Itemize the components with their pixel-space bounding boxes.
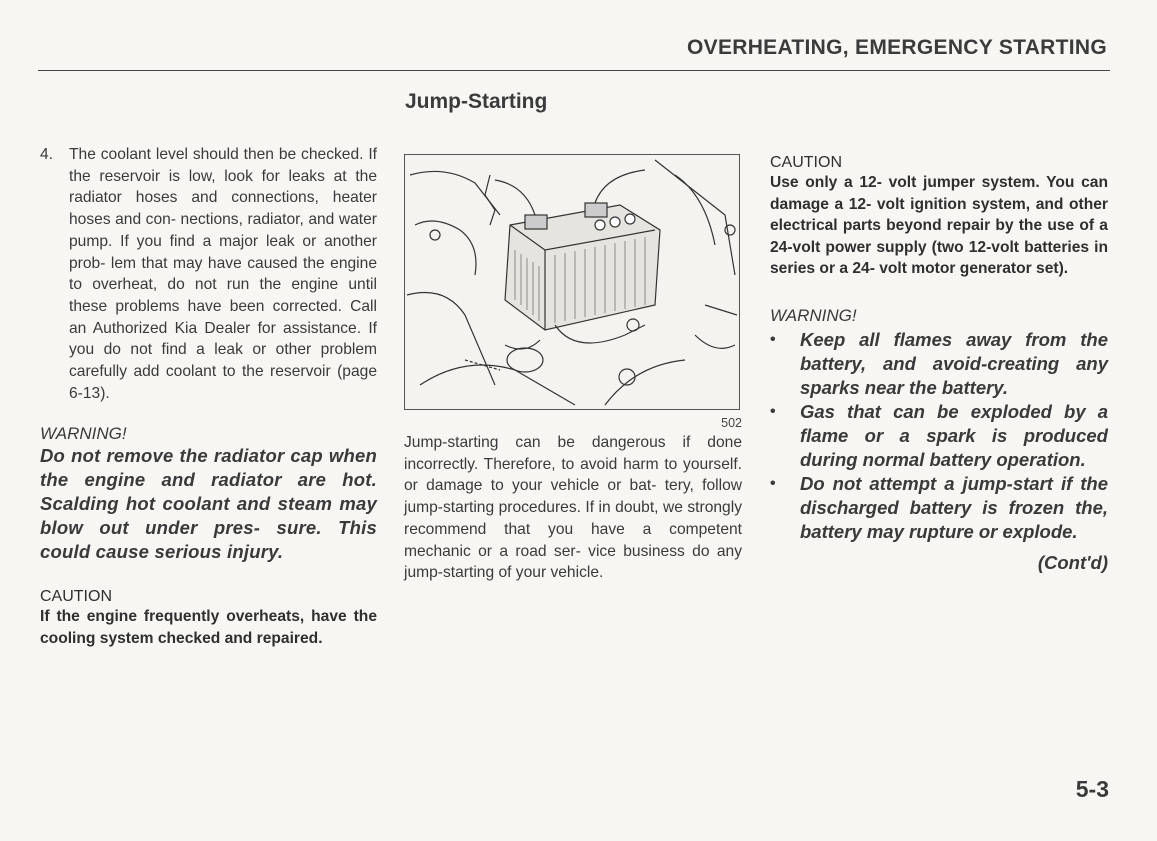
caution-text: If the engine frequently overheats, have the cooling system checked and repaired. [40,608,377,647]
list-item [770,472,1108,544]
figure-number: 502 [721,416,742,430]
page-header-title: OVERHEATING, EMERGENCY STARTING [687,36,1107,59]
warning-text: Do not remove the radiator cap when the engine and radiator are hot. Scalding hot coolant and steam may blow out under pres- sure. This could cause serious injury. [40,445,377,563]
bullet-text: Gas that can be exploded by a flame or a spark is produced during normal battery operation. [800,400,1108,470]
page-number: 5-3 [1075,776,1109,802]
header-divider [38,70,1110,71]
warning-heading: WARNING! [770,305,857,325]
caution-text: Use only a 12- volt jumper system. You can damage a 12- volt ignition system, and other electrical parts beyond repair by the use of a 24-volt power supply (two 12-volt batteries in series or a 24- volt motor generator set). [770,174,1108,277]
bullet-icon: • [770,474,776,492]
warning-heading: WARNING! [40,424,127,444]
caution-heading: CAUTION [770,154,842,171]
numbered-step [40,144,377,404]
list-item [770,400,1108,472]
battery-illustration [404,154,740,410]
bullet-icon: • [770,402,776,420]
engine-bay-battery-drawing [405,155,739,409]
middle-column [404,154,742,584]
warning-bullet-list [770,328,1108,544]
caution-heading: CAUTION [40,588,112,606]
bullet-icon: • [770,330,776,348]
bullet-text: Keep all flames away from the battery, and avoid-creating any sparks near the battery. [800,328,1108,398]
left-column [40,144,377,649]
continued-label: (Cont'd) [1037,551,1108,573]
bullet-text: Do not attempt a jump-start if the discharged battery is frozen the, battery may rupture or explode. [800,472,1108,542]
list-item [770,328,1108,400]
step-number: 4. [40,146,54,163]
section-title: Jump-Starting [405,90,548,113]
step-text: The coolant level should then be checked. If the reservoir is low, look for leaks at the radiator hoses and connections, heater hoses and con- nections, radiator, and water pump. If you find a major leak or another prob- lem that may have caused the engine to overheat, do not run the engine until these problems have been corrected. Call an Authorized Kia Dealer for assistance. If you do not find a leak or other problem carefully add coolant to the reservoir (page 6-13). [69,146,377,402]
jump-start-paragraph: Jump-starting can be dangerous if done incorrectly. Therefore, to avoid harm to yourself. or damage to your vehicle or bat- tery, follow jump-starting procedures. If in doubt, we strongly recommend that you have a competent mechanic or a road ser- vice business do any jump-starting of your vehicle. [404,434,742,582]
right-column [770,154,1108,574]
